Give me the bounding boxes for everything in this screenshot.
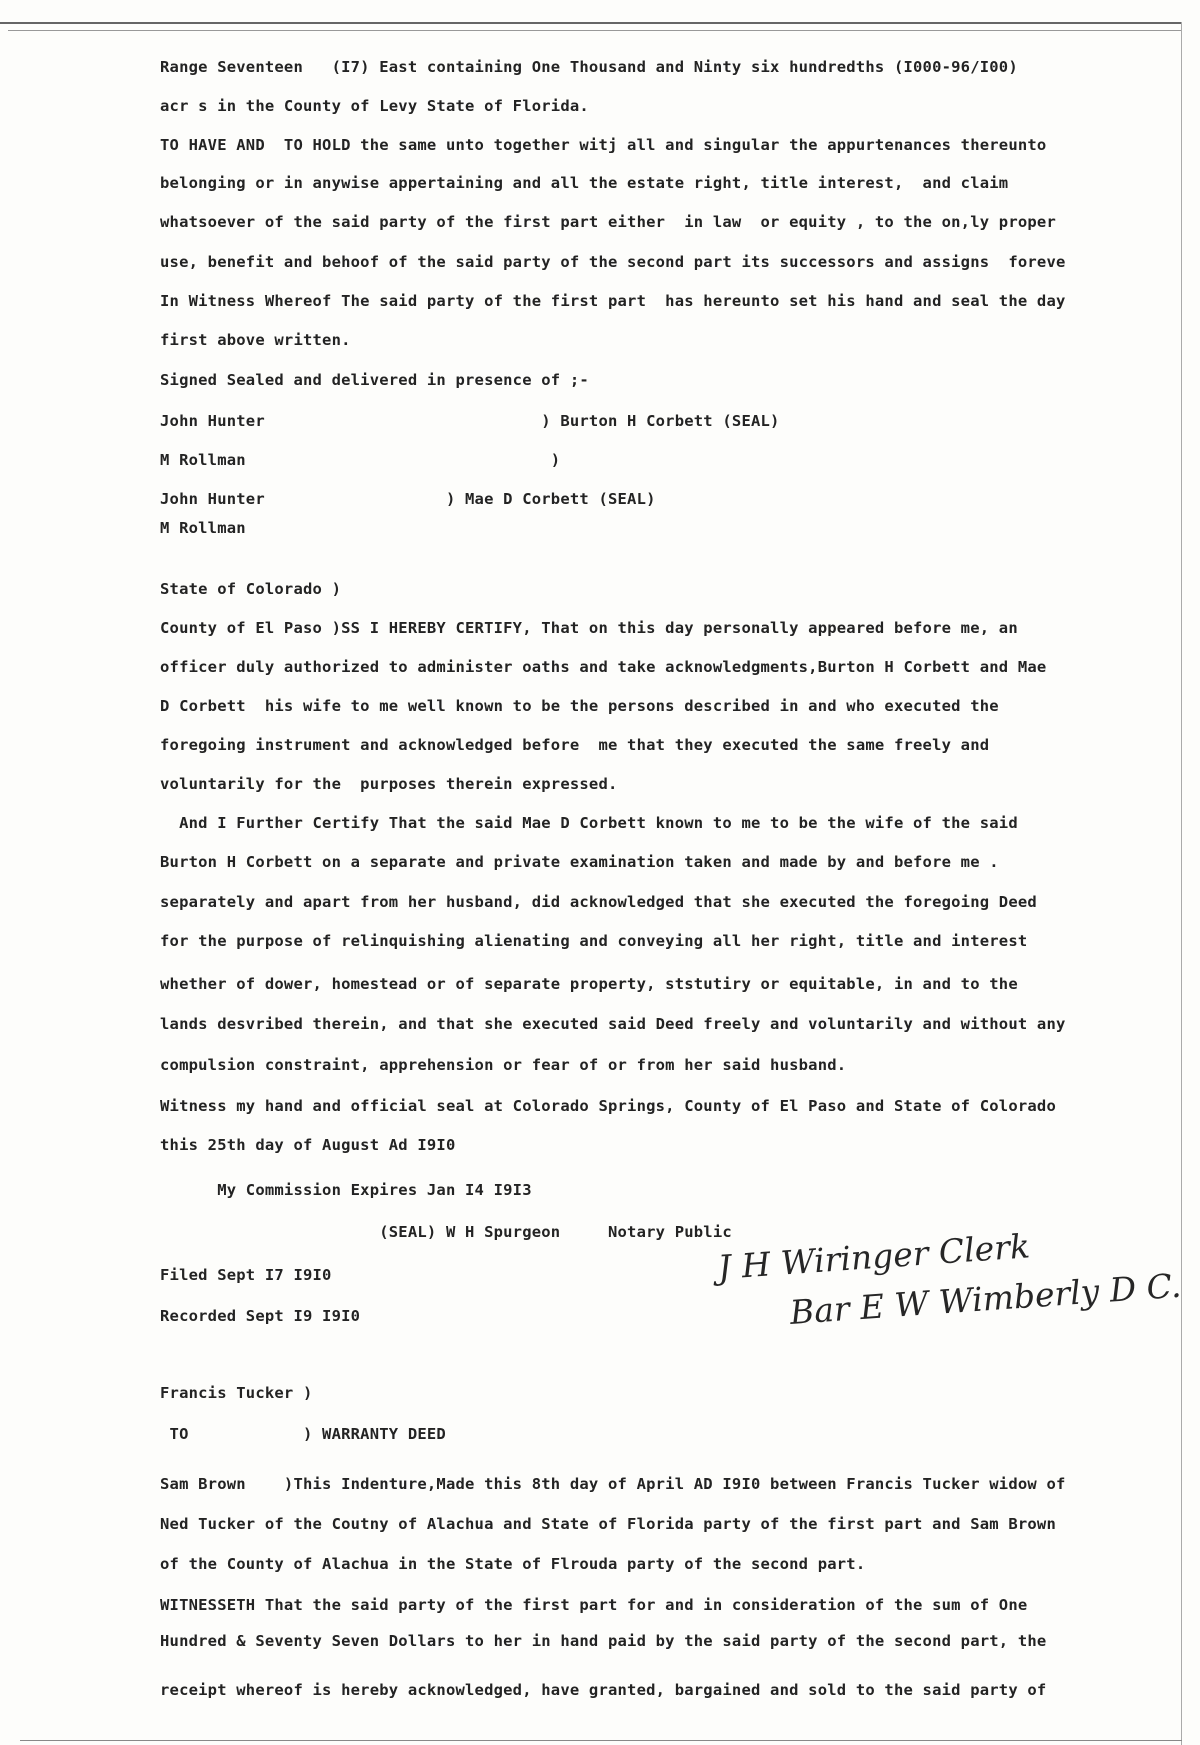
text-line-39: Hundred & Seventy Seven Dollars to her in hand paid by the said party of the second part, the — [160, 1632, 1047, 1650]
text-line-14: State of Colorado ) — [160, 580, 342, 598]
signature-line-3: John Hunter ) Mae D Corbett (SEAL) — [160, 490, 656, 508]
text-line-15: County of El Paso )SS I HEREBY CERTIFY, That on this day personally appeared before me, an — [160, 619, 1018, 637]
text-line-16: officer duly authorized to administer oaths and take acknowledgments,Burton H Corbett and Mae — [160, 658, 1047, 676]
text-line-35: Sam Brown )This Indenture,Made this 8th day of April AD I9I0 between Francis Tucker widow of — [160, 1475, 1066, 1493]
text-line-24: whether of dower, homestead or of separate property, ststutiry or equitable, in and to the — [160, 975, 1018, 993]
text-line-30: (SEAL) W H Spurgeon Notary Public — [160, 1223, 732, 1241]
text-line-36: Ned Tucker of the Coutny of Alachua and State of Florida party of the first part and Sam Brown — [160, 1515, 1056, 1533]
bottom-border-rule — [20, 1740, 1182, 1741]
text-line-37: of the County of Alachua in the State of Flrouda party of the second part. — [160, 1555, 866, 1573]
text-line-23: for the purpose of relinquishing alienating and conveying all her right, title and interest — [160, 932, 1028, 950]
text-line-6: use, benefit and behoof of the said party of the second part its successors and assigns foreve — [160, 253, 1066, 271]
text-line-3: TO HAVE AND TO HOLD the same unto together witj all and singular the appurtenances thereunto — [160, 136, 1047, 154]
text-line-38: WITNESSETH That the said party of the first part for and in consideration of the sum of One — [160, 1596, 1028, 1614]
top-border-rule-inner — [8, 30, 1182, 31]
signature-line-1: John Hunter ) Burton H Corbett (SEAL) — [160, 412, 780, 430]
signature-line-4: M Rollman — [160, 519, 246, 537]
text-line-28: this 25th day of August Ad I9I0 — [160, 1136, 456, 1154]
text-line-18: foregoing instrument and acknowledged before me that they executed the same freely and — [160, 736, 990, 754]
deputy-signature: Bar E W Wimberly D C. — [788, 1265, 1183, 1332]
deed-title: TO ) WARRANTY DEED — [160, 1425, 446, 1443]
text-line-20: And I Further Certify That the said Mae D Corbett known to me to be the wife of the said — [160, 814, 1018, 832]
text-line-27: Witness my hand and official seal at Colorado Springs, County of El Paso and State of Colorado — [160, 1097, 1056, 1115]
text-line-29: My Commission Expires Jan I4 I9I3 — [160, 1181, 532, 1199]
text-line-25: lands desvribed therein, and that she executed said Deed freely and voluntarily and without any — [160, 1015, 1066, 1033]
text-line-19: voluntarily for the purposes therein expressed. — [160, 775, 618, 793]
text-line-2: acr s in the County of Levy State of Florida. — [160, 97, 589, 115]
text-line-17: D Corbett his wife to me well known to be the persons described in and who executed the — [160, 697, 999, 715]
text-line-7: In Witness Whereof The said party of the first part has hereunto set his hand and seal the day — [160, 292, 1066, 310]
deed-party-1: Francis Tucker ) — [160, 1384, 313, 1402]
top-border-rule — [0, 22, 1182, 24]
text-line-26: compulsion constraint, apprehension or fear of or from her said husband. — [160, 1056, 847, 1074]
text-line-9: Signed Sealed and delivered in presence of ;- — [160, 371, 589, 389]
clerk-signature: J H Wiringer Clerk — [716, 1226, 1032, 1287]
right-border-rule — [1181, 22, 1182, 1745]
text-line-40: receipt whereof is hereby acknowledged, have granted, bargained and sold to the said party of — [160, 1681, 1047, 1699]
recorded-date: Recorded Sept I9 I9I0 — [160, 1307, 361, 1325]
text-line-22: separately and apart from her husband, did acknowledged that she executed the foregoing Deed — [160, 893, 1037, 911]
signature-line-2: M Rollman ) — [160, 451, 561, 469]
text-line-4: belonging or in anywise appertaining and all the estate right, title interest, and claim — [160, 174, 1009, 192]
text-line-8: first above written. — [160, 331, 351, 349]
text-line-21: Burton H Corbett on a separate and private examination taken and made by and before me . — [160, 853, 999, 871]
text-line-5: whatsoever of the said party of the first part either in law or equity , to the on,ly proper — [160, 213, 1056, 231]
text-line-1: Range Seventeen (I7) East containing One Thousand and Ninty six hundredths (I000-96/I00) — [160, 58, 1018, 76]
filed-date: Filed Sept I7 I9I0 — [160, 1266, 332, 1284]
